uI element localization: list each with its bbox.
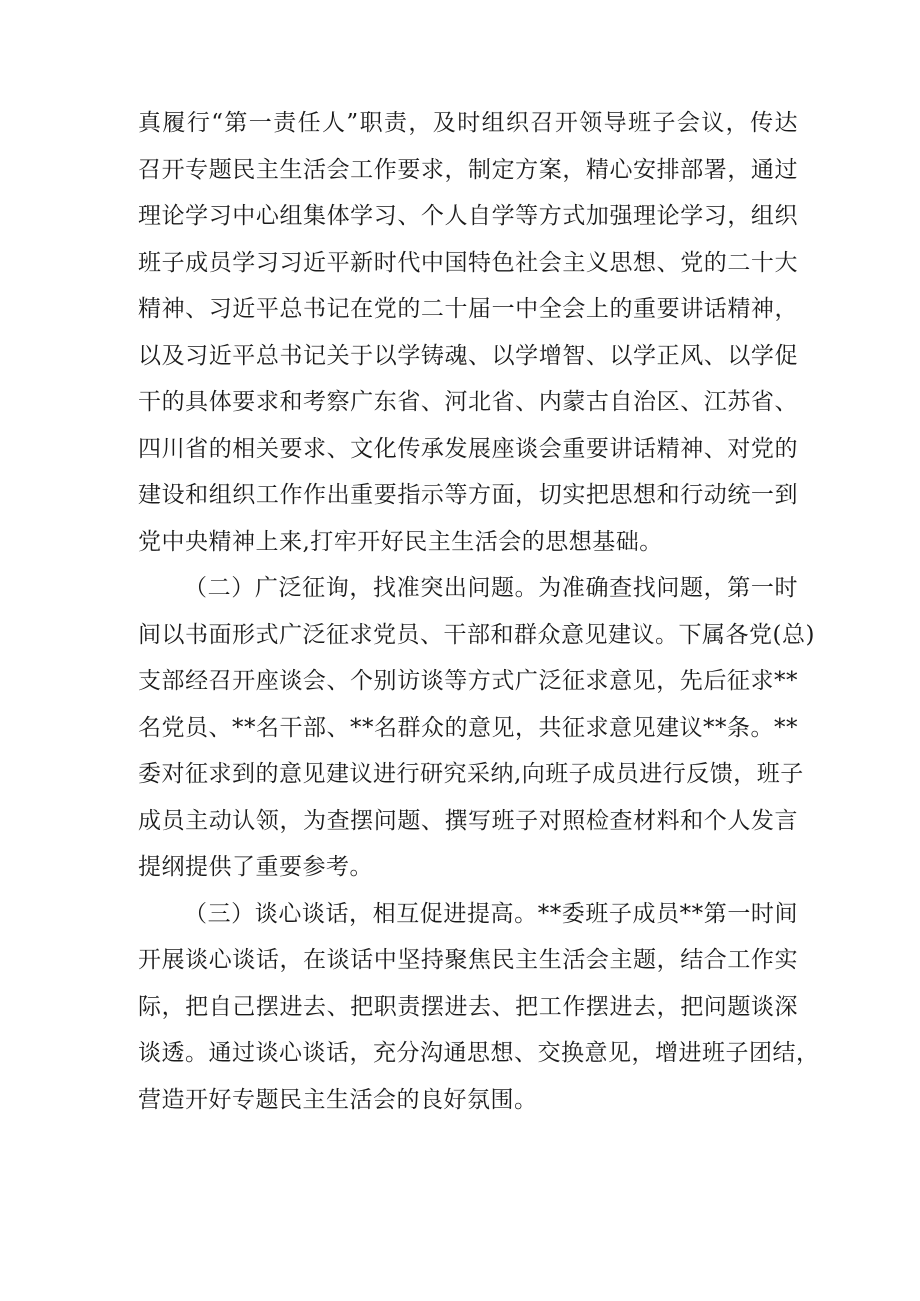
paragraph-3 xyxy=(138,891,820,1124)
text-line: （二）广泛征询，找准突出问题。为准确查找问题，第一时 xyxy=(184,575,798,601)
text-line: 提纲提供了重要参考。 xyxy=(138,854,373,880)
text-line: 间以书面形式广泛征求党员、干部和群众意见建议。下属各党(总) xyxy=(138,621,815,648)
paragraph-1 xyxy=(138,100,798,565)
text-line: 干的具体要求和考察广东省、河北省、内蒙古自治区、江苏省、 xyxy=(138,389,798,415)
text-line: 四川省的相关要求、文化传承发展座谈会重要讲话精神、对党的 xyxy=(138,435,798,462)
text-line: 际，把自己摆进去、把职责摆进去、把工作摆进去，把问题谈深 xyxy=(138,993,798,1020)
text-line: 开展谈心谈话，在谈话中坚持聚焦民主生活会主题，结合工作实 xyxy=(138,947,798,973)
text-line: 真履行“第一责任人”职责，及时组织召开领导班子会议，传达 xyxy=(138,110,798,136)
text-line: 召开专题民主生活会工作要求，制定方案，精心安排部署，通过 xyxy=(138,156,798,183)
text-line: 委对征求到的意见建议进行研究采纳,向班子成员进行反馈，班子 xyxy=(138,761,804,787)
body-text xyxy=(138,100,820,1123)
text-line: 成员主动认领，为查摆问题、撰写班子对照检查材料和个人发言 xyxy=(138,807,798,834)
text-line: 以及习近平总书记关于以学铸魂、以学增智、以学正风、以学促 xyxy=(138,342,798,369)
text-line: 建设和组织工作作出重要指示等方面，切实把思想和行动统一到 xyxy=(138,482,798,508)
text-line: 名党员、**名干部、**名群众的意见，共征求意见建议**条。** xyxy=(138,714,798,741)
text-line: 精神、习近平总书记在党的二十届一中全会上的重要讲话精神， xyxy=(138,296,798,322)
text-line: 支部经召开座谈会、个别访谈等方式广泛征求意见，先后征求** xyxy=(138,668,798,694)
paragraph-2 xyxy=(138,565,815,891)
text-line: 理论学习中心组集体学习、个人自学等方式加强理论学习，组织 xyxy=(138,203,798,229)
text-line: 营造开好专题民主生活会的良好氛围。 xyxy=(138,1086,538,1113)
text-line: 党中央精神上来,打牢开好民主生活会的思想基础。 xyxy=(138,528,663,555)
text-line: （三）谈心谈话，相互促进提高。**委班子成员**第一时间 xyxy=(184,900,798,927)
text-line: 班子成员学习习近平新时代中国特色社会主义思想、党的二十大 xyxy=(138,249,798,276)
text-line: 谈透。通过谈心谈话，充分沟通思想、交换意见，增进班子团结， xyxy=(138,1040,820,1066)
